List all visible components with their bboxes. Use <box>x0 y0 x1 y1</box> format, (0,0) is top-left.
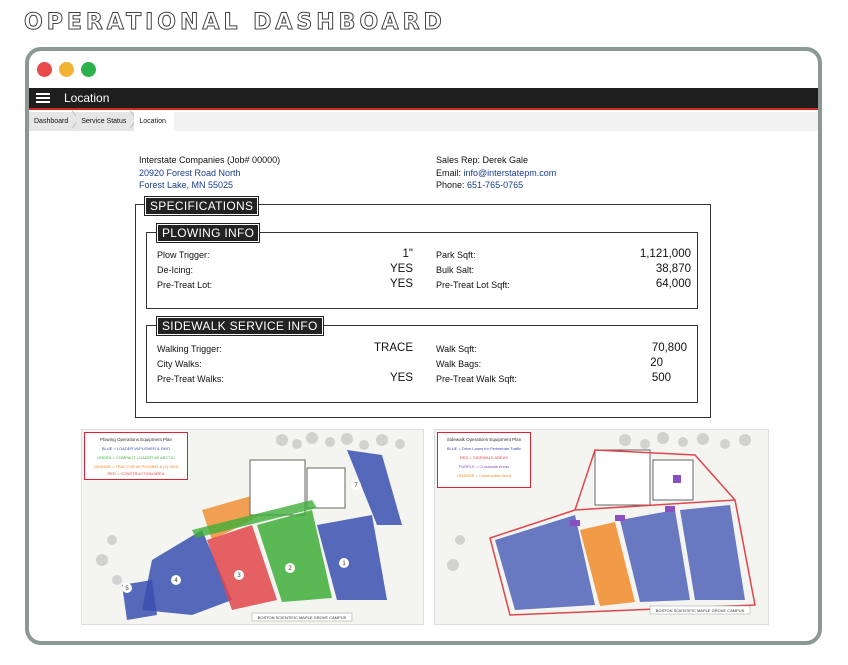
pre-treat-walks-value: YES <box>389 372 413 384</box>
pre-treat-lot-sqft-value: 64,000 <box>655 278 691 290</box>
breadcrumb-location: Location <box>134 112 173 131</box>
pre-treat-walk-sqft-label: Pre-Treat Walk Sqft: <box>436 374 517 384</box>
plowing-legend-item: GREEN = COMPACT LOADER W/ ARCTIC <box>97 455 175 460</box>
company-address-2: Forest Lake, MN 55025 <box>139 180 234 190</box>
sales-rep: Sales Rep: Derek Gale <box>436 155 529 165</box>
plow-trigger-value: 1" <box>402 248 413 260</box>
pre-treat-lot-label: Pre-Treat Lot: <box>157 280 213 290</box>
plowing-legend-item: RED = CONSTRUCTION AREA <box>107 471 165 476</box>
window-title: Location <box>64 91 110 105</box>
pre-treat-walks-label: Pre-Treat Walks: <box>157 374 224 384</box>
walk-bags-label: Walk Bags: <box>436 359 482 369</box>
zone-5-label: 5 <box>125 586 129 592</box>
zone-2-label: 2 <box>288 566 292 572</box>
walk-sqft-label: Walk Sqft: <box>436 344 477 354</box>
sidewalk-legend-item: RED = SIDEWALK AREAS <box>460 455 508 460</box>
plow-trigger-label: Plow Trigger: <box>157 250 210 260</box>
sidewalk-title: SIDEWALK SERVICE INFO <box>157 317 323 335</box>
plowing-site-plan[interactable] <box>81 429 424 625</box>
park-sqft-label: Park Sqft: <box>436 250 476 260</box>
pre-treat-lot-sqft-label: Pre-Treat Lot Sqft: <box>436 280 510 290</box>
email-link[interactable]: info@interstatepm.com <box>463 167 557 178</box>
sidewalk-legend-item: PURPLE = Crosswalk Areas <box>458 464 510 469</box>
plowing-legend-title: Plowing Operations Equipment Plan <box>99 437 173 442</box>
minimize-window-button[interactable] <box>59 62 74 77</box>
walk-sqft-value: 70,800 <box>651 342 687 354</box>
specifications-title: SPECIFICATIONS <box>145 197 258 215</box>
plowing-legend <box>84 432 188 480</box>
left-plan-caption: BOSTON SCIENTIFIC MAPLE GROVE CAMPUS <box>257 615 347 620</box>
title-bar <box>29 88 818 110</box>
maximize-window-button[interactable] <box>81 62 96 77</box>
email-label: Email: <box>436 167 462 178</box>
bulk-salt-label: Bulk Salt: <box>436 265 475 275</box>
de-icing-value: YES <box>389 263 413 275</box>
zone-4-label: 4 <box>174 578 178 584</box>
walking-trigger-label: Walking Trigger: <box>157 344 222 354</box>
walking-trigger-value: TRACE <box>374 342 413 354</box>
page-title: OPERATIONAL DASHBOARD <box>24 10 446 35</box>
sidewalk-site-plan[interactable] <box>434 429 769 625</box>
phone-link[interactable]: 651-765-0765 <box>467 180 524 190</box>
plowing-legend-item: ORANGE = TRACTOR W/ PUSHER & (2) SKID <box>93 464 179 469</box>
breadcrumb <box>29 112 818 131</box>
de-icing-label: De-Icing: <box>157 265 194 275</box>
sidewalk-legend <box>437 432 531 488</box>
plowing-legend-item: BLUE = LOADER W/PUSHER & SKID <box>101 446 171 451</box>
zone-7-label: 7 <box>354 483 358 489</box>
sidewalk-legend-item: BLUE = Drive Lanes for Pedestrian Traffic <box>446 446 522 451</box>
window-controls <box>37 62 96 77</box>
menu-icon[interactable] <box>36 93 50 103</box>
pre-treat-walk-sqft-value: 500 <box>651 372 671 384</box>
company-address-1: 20920 Forest Road North <box>139 167 241 178</box>
zone-3-label: 3 <box>237 573 241 579</box>
right-plan-caption: BOSTON SCIENTIFIC MAPLE GROVE CAMPUS <box>655 608 745 613</box>
contact-info <box>436 154 556 192</box>
zone-1-label: 1 <box>342 561 346 567</box>
company-info <box>139 154 280 192</box>
bulk-salt-value: 38,870 <box>655 263 691 275</box>
company-name: Interstate Companies (Job# 00000) <box>139 155 281 165</box>
walk-bags-value: 20 <box>650 357 663 369</box>
breadcrumb-dashboard[interactable]: Dashboard <box>29 112 76 131</box>
sidewalk-legend-item: ORANGE = Construction Area <box>457 473 511 478</box>
breadcrumb-service-status[interactable]: Service Status <box>76 112 134 131</box>
sidewalk-legend-title: Sidewalk Operations Equipment Plan <box>446 437 522 442</box>
close-window-button[interactable] <box>37 62 52 77</box>
phone-label: Phone: <box>436 180 465 190</box>
city-walks-label: City Walks: <box>157 359 202 369</box>
pre-treat-lot-value: YES <box>389 278 413 290</box>
app-window <box>25 47 822 645</box>
plowing-title: PLOWING INFO <box>157 224 259 242</box>
park-sqft-value: 1,121,000 <box>639 248 691 260</box>
